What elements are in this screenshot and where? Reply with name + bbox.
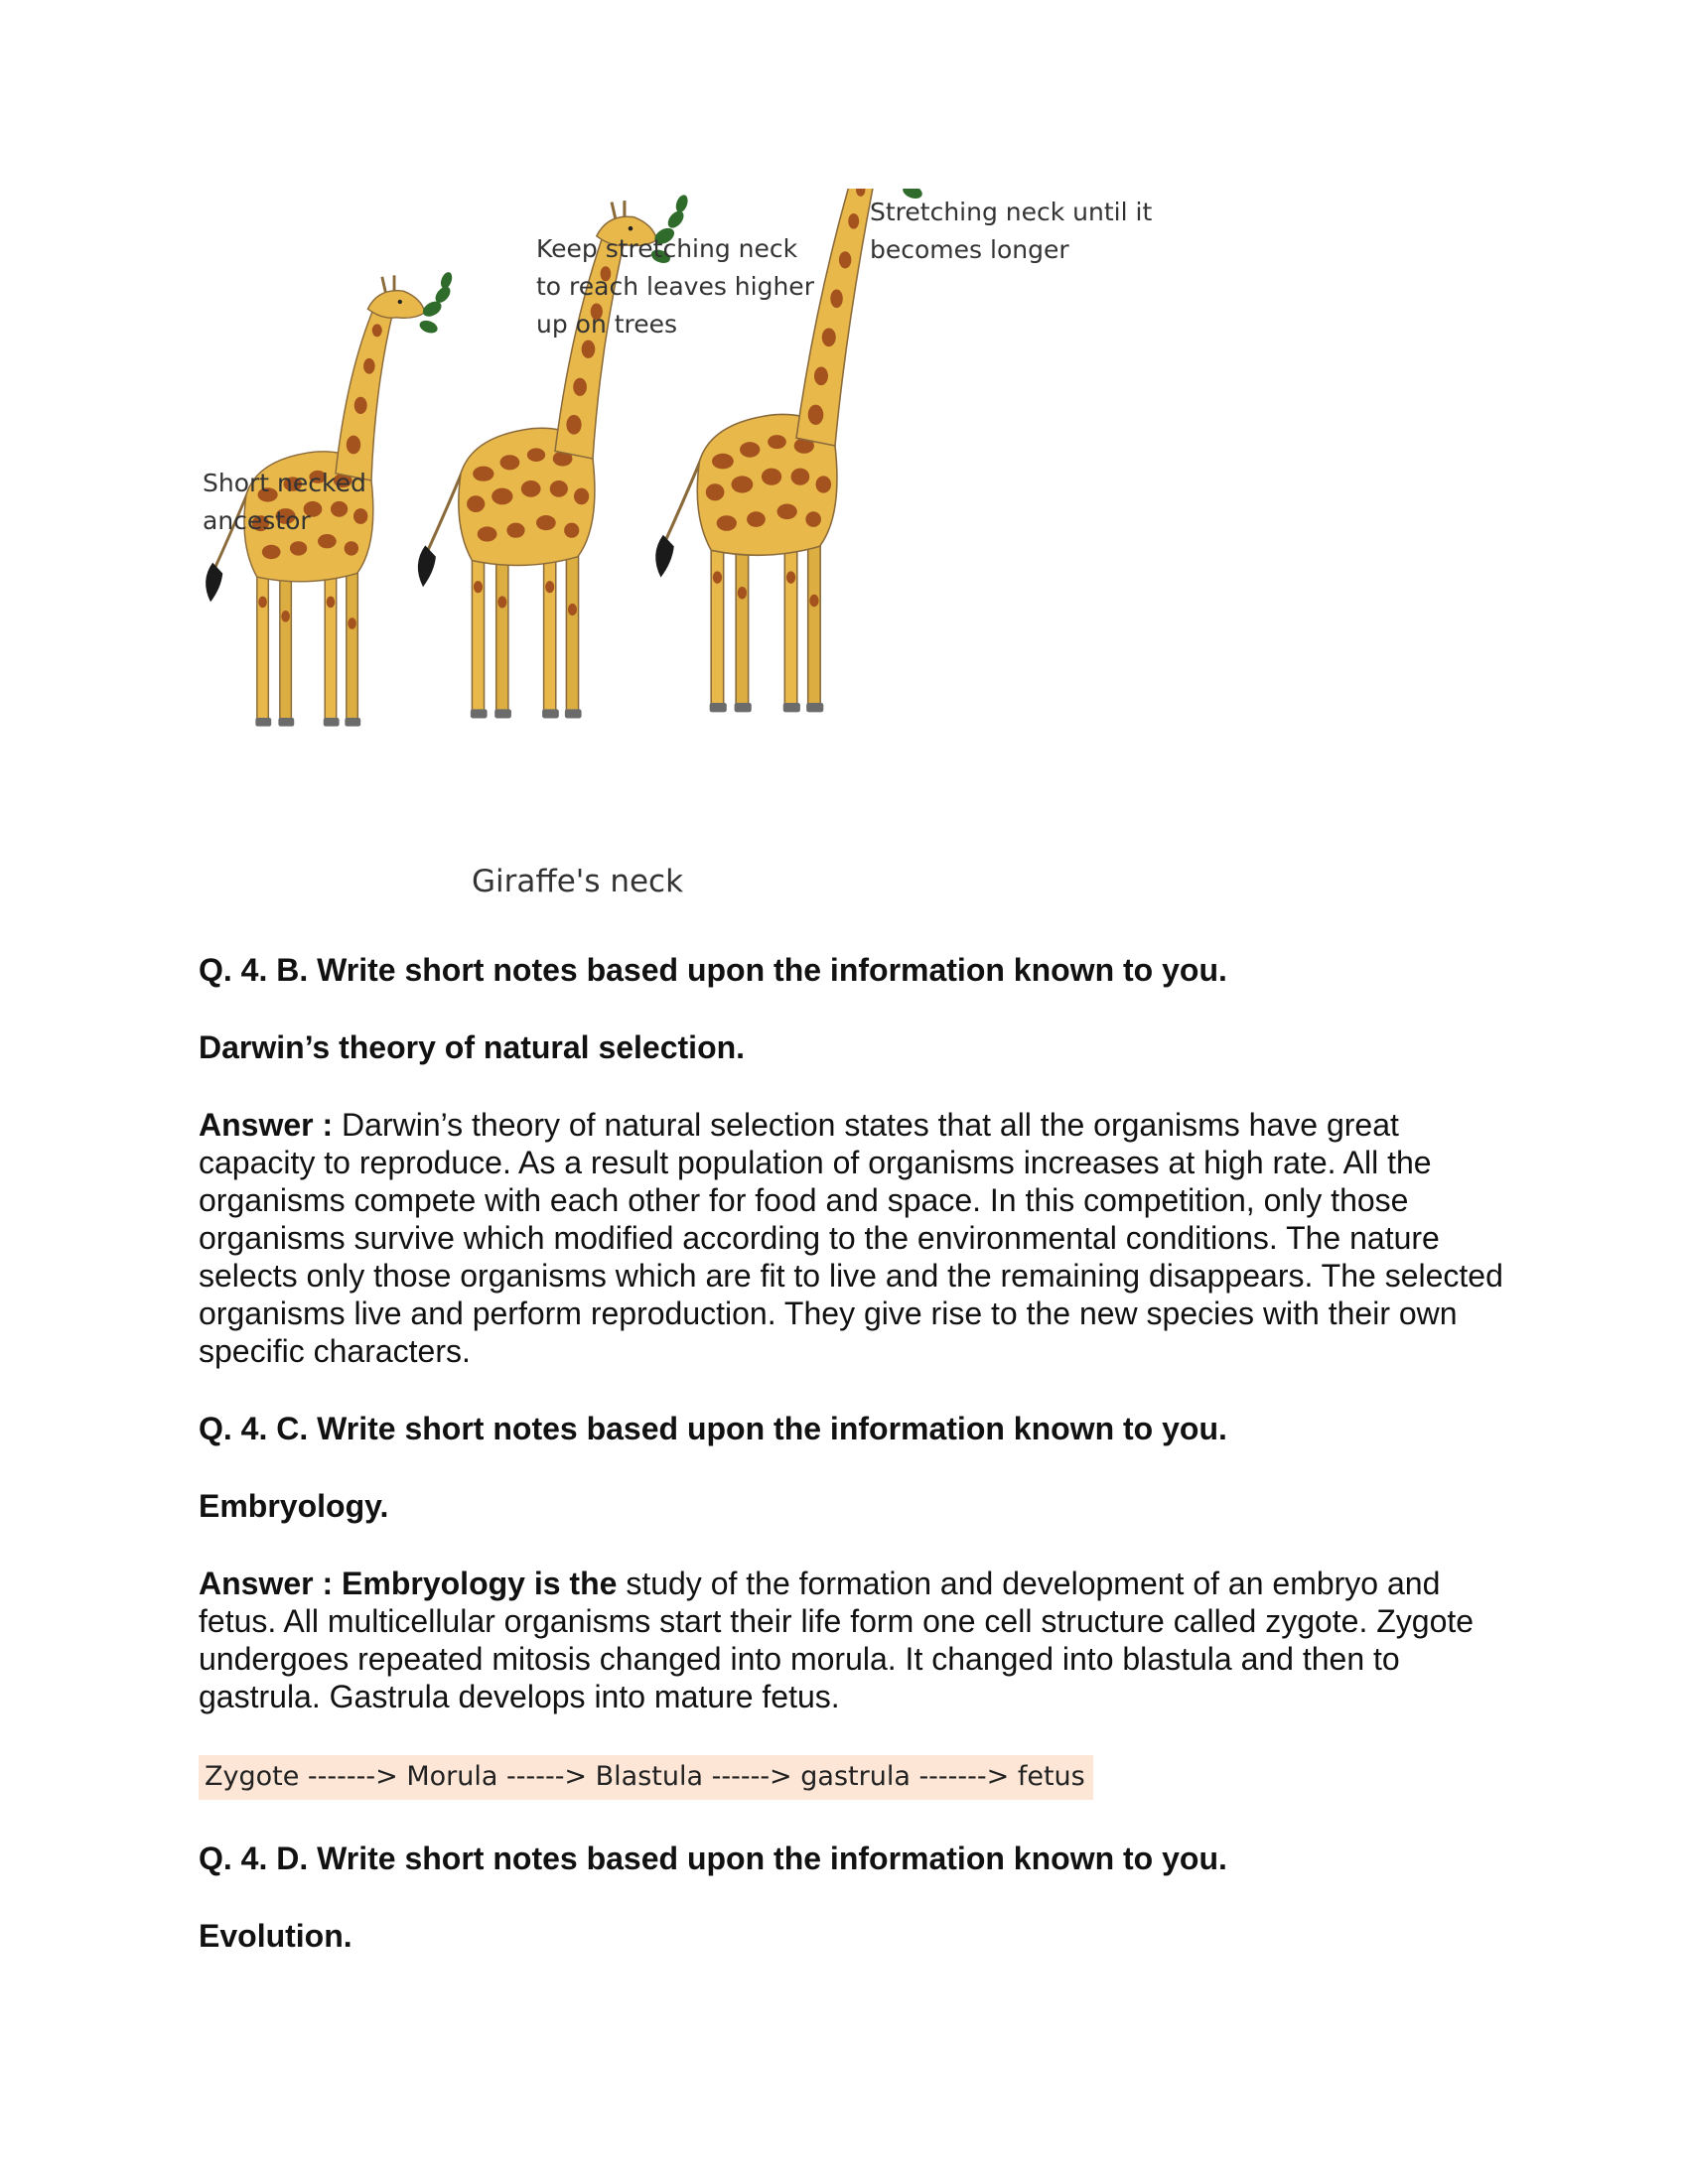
label-short-necked-ancestor: Short necked ancestor (203, 469, 366, 535)
giraffe-figure (189, 189, 1182, 923)
figure-caption: Giraffe's neck (472, 864, 684, 899)
question-4b: Q. 4. B. Write short notes based upon the information known to you. (199, 952, 1227, 988)
topic-embryology: Embryology. (199, 1488, 389, 1524)
development-flow: Zygote -------> Morula ------> Blastula ------> gastrula -------> fetus (199, 1755, 1093, 1800)
answer-label: Answer : Embryology is the (199, 1566, 618, 1601)
label-stretching-neck: Stretching neck until it becomes longer (870, 198, 1153, 264)
label-keep-stretching: Keep stretching neck to reach leaves higher up on trees (536, 234, 814, 339)
question-4c: Q. 4. C. Write short notes based upon the information known to you. (199, 1411, 1227, 1446)
answer-text: study of the formation and development of an embryo and fetus. All multicellular organisms start their life form one cell structure called zygote. Zygote undergoes repeated mitosis changed into morula. It changed into blastula and then to gastrula. Gastrula develops into mature fetus. (199, 1566, 1475, 1714)
answer-text: Darwin’s theory of natural selection states that all the organisms have great capacity to reproduce. As a result population of organisms increases at high rate. All the organisms compete with each other for food and space. In this competition, only those organisms survive which modified according to the environmental conditions. The nature selects only those organisms which are fit to live and the remaining disappears. The selected organisms live and perform reproduction. They give rise to the new species with their own specific characters. (199, 1107, 1503, 1369)
answer-label: Answer : (199, 1107, 334, 1143)
topic-natural-selection: Darwin’s theory of natural selection. (199, 1029, 746, 1065)
document-body (199, 951, 1509, 1994)
answer-4b (199, 1106, 1509, 1370)
question-4d: Q. 4. D. Write short notes based upon the information known to you. (199, 1841, 1227, 1876)
topic-evolution: Evolution. (199, 1918, 352, 1954)
answer-4c (199, 1565, 1509, 1715)
